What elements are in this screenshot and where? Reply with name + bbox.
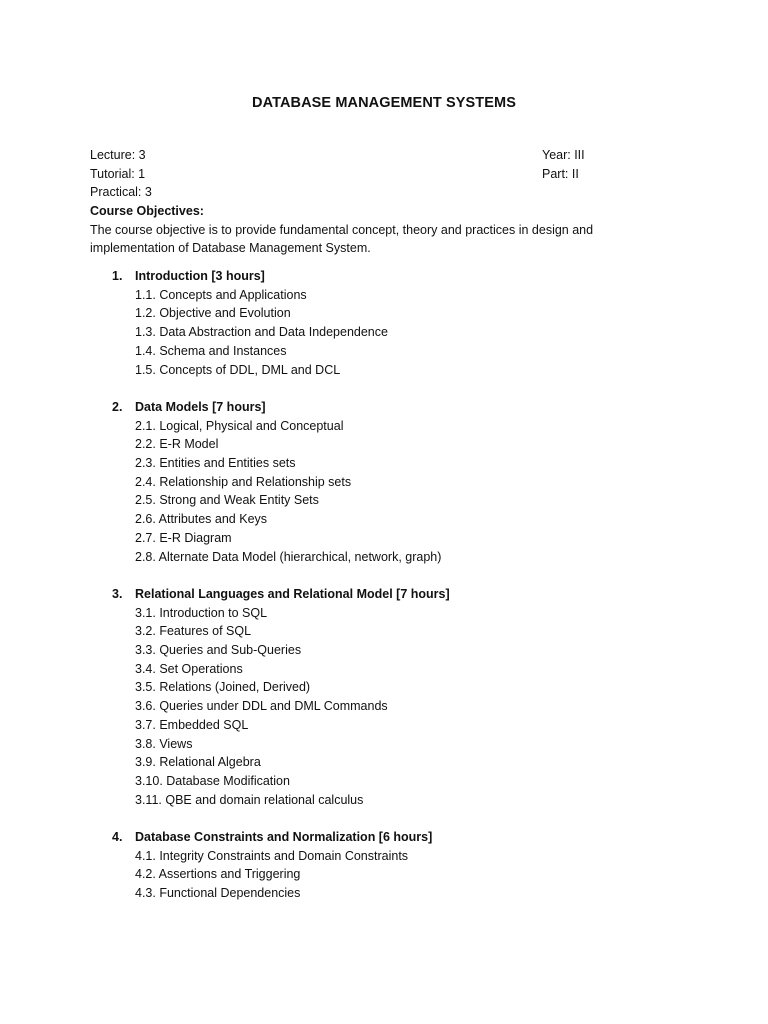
topic-item: 1.4. Schema and Instances xyxy=(135,343,287,358)
topic-item: 2.2. E-R Model xyxy=(135,437,219,452)
unit-number: 3. xyxy=(112,586,123,601)
topic-item: 4.2. Assertions and Triggering xyxy=(135,867,301,882)
objectives-heading: Course Objectives: xyxy=(90,204,204,218)
objectives-line-2: implementation of Database Management System. xyxy=(90,241,371,256)
document-title: DATABASE MANAGEMENT SYSTEMS xyxy=(252,95,516,111)
topic-item: 2.1. Logical, Physical and Conceptual xyxy=(135,418,344,433)
unit-number: 1. xyxy=(112,269,123,283)
unit-heading xyxy=(112,585,672,604)
meta-row-lecture xyxy=(90,146,610,165)
topic-list xyxy=(112,847,672,903)
syllabus-unit xyxy=(112,267,672,379)
topic-item: 3.7. Embedded SQL xyxy=(135,717,249,732)
topic-item: 4.1. Integrity Constraints and Domain Constraints xyxy=(135,848,409,863)
part: Part: II xyxy=(542,166,579,181)
topic-item: 3.11. QBE and domain relational calculus xyxy=(135,792,364,807)
topic-item: 1.2. Objective and Evolution xyxy=(135,306,291,321)
tutorial-hours: Tutorial: 1 xyxy=(90,166,146,181)
practical-hours: Practical: 3 xyxy=(90,185,152,200)
topic-item: 3.10. Database Modification xyxy=(135,773,290,788)
topic-item: 1.1. Concepts and Applications xyxy=(135,287,307,302)
topic-item: 3.3. Queries and Sub-Queries xyxy=(135,643,302,658)
topic-item: 3.6. Queries under DDL and DML Commands xyxy=(135,699,388,714)
topic-item: 1.5. Concepts of DDL, DML and DCL xyxy=(135,362,341,377)
topic-item: 3.1. Introduction to SQL xyxy=(135,605,268,620)
unit-title: Introduction [3 hours] xyxy=(135,269,265,283)
lecture-hours: Lecture: 3 xyxy=(90,148,146,162)
topic-item: 2.4. Relationship and Relationship sets xyxy=(135,474,352,489)
unit-number: 2. xyxy=(112,399,123,414)
topic-item: 3.5. Relations (Joined, Derived) xyxy=(135,680,311,695)
topic-item: 2.3. Entities and Entities sets xyxy=(135,456,296,471)
topic-item: 3.8. Views xyxy=(135,736,193,751)
meta-row-practical xyxy=(90,183,610,202)
unit-number: 4. xyxy=(112,830,123,845)
year: Year: III xyxy=(542,148,585,162)
course-objectives xyxy=(90,202,620,258)
syllabus-unit xyxy=(112,828,672,903)
unit-heading xyxy=(112,828,672,847)
syllabus-unit xyxy=(112,398,672,566)
unit-heading xyxy=(112,398,672,417)
topic-item: 2.7. E-R Diagram xyxy=(135,530,232,545)
objectives-line-1: The course objective is to provide fundamental concept, theory and practices in design and xyxy=(90,222,594,237)
syllabus-unit xyxy=(112,585,672,809)
topic-list xyxy=(112,417,672,567)
topic-item: 2.5. Strong and Weak Entity Sets xyxy=(135,493,319,508)
syllabus-units xyxy=(112,267,672,922)
topic-item: 1.3. Data Abstraction and Data Independence xyxy=(135,325,388,340)
topic-item: 3.2. Features of SQL xyxy=(135,624,252,639)
topic-item: 2.6. Attributes and Keys xyxy=(135,512,268,527)
topic-item: 3.4. Set Operations xyxy=(135,661,243,676)
topic-list xyxy=(112,286,672,380)
meta-row-tutorial xyxy=(90,165,610,184)
topic-item: 2.8. Alternate Data Model (hierarchical, network, graph) xyxy=(135,549,442,564)
unit-title: Data Models [7 hours] xyxy=(135,399,266,414)
topic-list xyxy=(112,604,672,810)
unit-heading xyxy=(112,267,672,286)
course-meta xyxy=(90,146,610,202)
unit-title: Database Constraints and Normalization [6 hours] xyxy=(135,830,433,845)
topic-item: 3.9. Relational Algebra xyxy=(135,755,261,770)
unit-title: Relational Languages and Relational Model [7 hours] xyxy=(135,586,450,601)
topic-item: 4.3. Functional Dependencies xyxy=(135,886,301,901)
